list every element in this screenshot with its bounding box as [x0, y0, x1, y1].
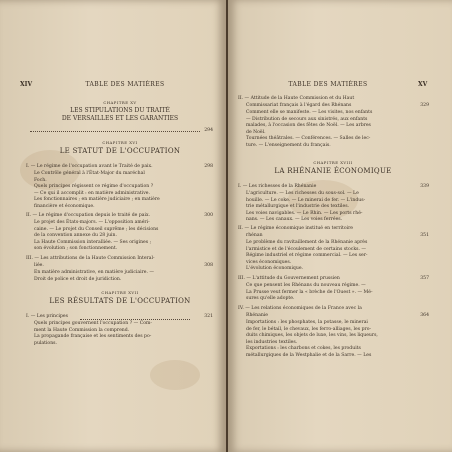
page-ref: 300 [204, 213, 213, 218]
section-line: métallurgiques de la Westphalie et de la Sarre. — Les [246, 352, 372, 358]
section-title: III. — Les attributions de la Haute Commission Interal- [26, 256, 155, 261]
page-ref: 364 [420, 312, 429, 318]
section-line: Les voies navigables. — Le Rhin. — Les ports rhé- [246, 210, 363, 216]
section-line: caine. — Le projet du Conseil suprême ; les décisions [34, 226, 159, 232]
section-line: Les fonctionnaires ; en matière judiciaire ; en matière [34, 197, 160, 202]
section-title: II. — Le régime économique institué en territoire [238, 226, 354, 231]
chapter-title: LE STATUT DE L'OCCUPATION [59, 147, 181, 155]
section-line: Foch. [34, 177, 47, 183]
dotted-leader [80, 319, 190, 320]
section-line: de Noël. [246, 129, 266, 135]
section-line: financière et économique. [34, 203, 95, 209]
section-line: En matière administrative, en matière judiciaire. — [34, 270, 155, 275]
section-line: Tournées théâtrales. — Conférences. — Salles de lec- [246, 136, 371, 141]
section-title: III. — L'attitude du Gouvernement prussien [238, 276, 340, 281]
section-line: Le projet des États-majors. — L'opposition améri- [34, 220, 150, 225]
section-line: — Distribution de secours aux sinistrés, aux enfants [246, 116, 368, 122]
section-line: Le Contrôle général à l'État-Major du maréchal [34, 171, 145, 176]
section-line: nans. — Les canaux. — Les voies ferrées. [246, 217, 343, 222]
section-title: I. — Les principes [26, 314, 68, 319]
chapter-title: LES STIPULATIONS DU TRAITÉ [70, 107, 170, 114]
section-line: sures qu'elle adopte. [246, 296, 295, 301]
section-line: L'agriculture. — Les richesses du sous-sol. — Le [246, 191, 359, 196]
section-line: ment la Haute Commission la comprend. [34, 327, 130, 333]
chapter-label: CHAPITRE XVI [102, 140, 138, 145]
page-ref: 308 [204, 262, 213, 268]
chapter-title: LA RHÉNANIE ÉCONOMIQUE [274, 167, 392, 175]
section-line: de la convention annexe du 28 juin. [34, 233, 117, 238]
section-title: Commissariat français à l'égard des Rhénans [246, 102, 352, 108]
section-line: duits chimiques, les objets de luxe, les vins, les liqueurs, [246, 333, 378, 338]
section-line: Quels principes gouvernent l'occupation ? — Com- [34, 321, 152, 326]
section-line: La Haute Commission interalliée. — Ses origines ; [34, 239, 152, 245]
chapter-label: CHAPITRE XVIII [313, 160, 353, 165]
section-title: II. — Attitude de la Haute Commission et du Haut [238, 96, 355, 101]
section-line: Quels principes régissent ce régime d'occupation ? [34, 184, 154, 189]
section-title: I. — Le régime de l'occupation avant le Traité de paix. [26, 164, 153, 169]
section-line: pulations. [34, 340, 57, 346]
right-page [228, 0, 452, 452]
section-line: Droit de police et droit de juridiction. [34, 276, 122, 282]
page-ref: 339 [420, 184, 429, 189]
section-line: malades, à l'occasion des fêtes de Noël. — Les arbres [246, 123, 371, 128]
chapter-title: DE VERSAILLES ET LES GARANTIES [61, 115, 179, 122]
section-line: son évolution ; son fonctionnement. [34, 246, 118, 251]
page-ref: 357 [420, 276, 429, 281]
section-title: Rhénanie [246, 312, 268, 318]
section-line: Régime industriel et régime commercial. — Les ser- [246, 253, 368, 258]
section-title: rhénan [246, 232, 263, 238]
page-number: XV [418, 81, 428, 88]
section-line: ture. — L'enseignement du français. [246, 142, 331, 148]
page-ref: 294 [204, 128, 213, 133]
section-line: de fer, le bétail, le chevaux, les ferro-alliages, les pro- [246, 326, 372, 332]
section-line: La Prusse veut fermer la « brèche de l'Ouest ». — Mé- [246, 289, 373, 295]
page-ref: 321 [204, 314, 213, 319]
section-line: trie métallurgique et l'industrie des textiles. [246, 204, 350, 209]
page-ref: 351 [420, 232, 429, 238]
section-line: Importations : les phosphates, la potasse, le minerai [246, 320, 368, 325]
section-title: II. — Le régime d'occupation depuis le traité de paix. [26, 213, 151, 218]
chapter-label: CHAPITRE XVII [101, 290, 139, 295]
running-head: TABLE DES MATIÈRES [288, 81, 368, 88]
section-line: Exportations : les charbons et cokes, les produits [246, 346, 361, 351]
page-ref: 298 [204, 164, 213, 169]
chapter-label: CHAPITRE XV [103, 100, 137, 105]
section-line: houille. — Le coke. — Le minerai de fer. — L'indus- [246, 197, 366, 203]
section-line: les industries textiles. [246, 339, 298, 345]
section-line: vices économiques. [246, 259, 292, 265]
section-line: Le problème du ravitaillement de la Rhénanie après [246, 240, 368, 245]
running-head: TABLE DES MATIÈRES [85, 81, 165, 88]
section-line: Comment elle se manifeste. — Les visites, nos enfants [246, 110, 373, 115]
paper-stain [150, 360, 200, 390]
section-title: IV. — Les relations économiques de la France avec la [238, 306, 362, 311]
section-line: Ce que pensent les Rhénans du nouveau régime. — [246, 283, 366, 288]
chapter-title: LES RÉSULTATS DE L'OCCUPATION [49, 297, 191, 305]
section-title: liée. [34, 262, 44, 268]
section-line: L'évolution économique. [246, 266, 304, 271]
page-ref: 329 [420, 102, 429, 108]
section-line: l'armistice et de l'écoulement de certains stocks. — [246, 246, 366, 252]
section-line: La propagande française et les sentiments des po- [34, 334, 152, 339]
section-title: I. — Les richesses de la Rhénanie [238, 184, 317, 189]
dotted-leader [30, 131, 200, 132]
section-line: — Ce qui il accomplit : en matière administrative. [34, 190, 150, 196]
page-number: XIV [20, 81, 33, 88]
